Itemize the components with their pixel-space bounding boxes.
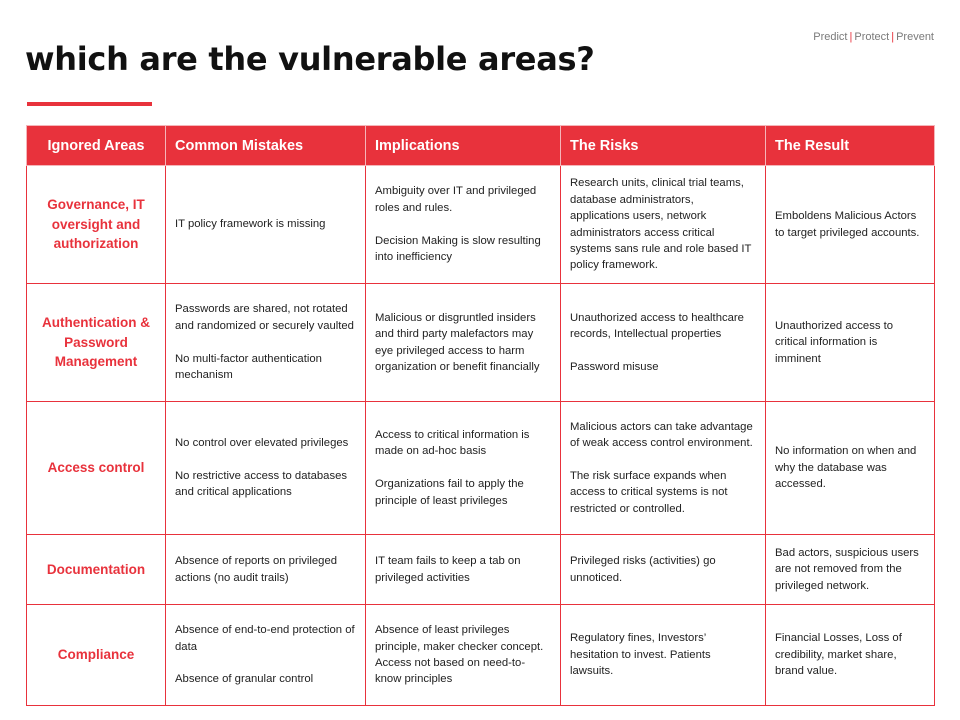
mistakes-text: Absence of reports on privileged actions (no audit trails): [175, 555, 338, 584]
area-cell: [27, 284, 166, 402]
result-cell: [766, 535, 935, 605]
table-header-row: [27, 126, 935, 166]
area-label: Compliance: [57, 647, 135, 663]
mistakes-text: IT policy framework is missing: [175, 218, 326, 231]
table-row: [27, 166, 935, 284]
result-cell: [766, 166, 935, 284]
tagline-separator: |: [849, 31, 853, 43]
result-text: Financial Losses, Loss of credibility, market share, brand value.: [775, 632, 902, 678]
result-text: Emboldens Malicious Actors to target privileged accounts.: [775, 210, 920, 239]
mistakes-cell: [166, 166, 366, 284]
risks-cell: [561, 284, 766, 402]
area-label: Documentation: [46, 561, 146, 577]
result-cell: [766, 284, 935, 402]
header-the-risks: The Risks: [561, 126, 766, 166]
result-text: No information on when and why the database was accessed.: [775, 445, 917, 491]
implications-cell: [366, 284, 561, 402]
implications-cell: [366, 402, 561, 535]
mistakes-cell: [166, 402, 366, 535]
table-row: [27, 535, 935, 605]
risks-cell: [561, 402, 766, 535]
area-cell: [27, 605, 166, 706]
vulnerable-areas-table: [26, 125, 935, 706]
implications-text: Access to critical information is made on ad-hoc basis Organizations fail to apply the principle of least privileges: [375, 428, 530, 507]
area-cell: [27, 166, 166, 284]
implications-cell: [366, 535, 561, 605]
area-label: Authentication & Password Management: [42, 315, 150, 370]
area-label: Governance, IT oversight and authorization: [47, 197, 145, 252]
title-underline: [27, 102, 152, 106]
table-row: [27, 284, 935, 402]
risks-text: Research units, clinical trial teams, database administrators, applications users, network administrators access critical systems sans rule and role based IT policy framework.: [570, 177, 752, 272]
header-the-result: The Result: [766, 126, 935, 166]
table-row: [27, 605, 935, 706]
tagline-prevent: Prevent: [896, 31, 934, 43]
implications-text: Absence of least privileges principle, maker checker concept. Access not based on need-to-know principles: [375, 624, 544, 686]
risks-cell: [561, 605, 766, 706]
risks-text: Malicious actors can take advantage of weak access control environment. The risk surface expands when access to critical systems is not restricted or controlled.: [570, 420, 753, 515]
tagline-protect: Protect: [854, 31, 890, 43]
area-cell: [27, 402, 166, 535]
page-title: which are the vulnerable areas?: [25, 40, 595, 78]
implications-cell: [366, 605, 561, 706]
result-text: Unauthorized access to critical information is imminent: [775, 319, 894, 365]
risks-cell: [561, 166, 766, 284]
table-row: [27, 402, 935, 535]
tagline-predict: Predict: [813, 31, 848, 43]
tagline: [813, 31, 934, 43]
area-label: Access control: [47, 460, 145, 476]
result-cell: [766, 605, 935, 706]
implications-cell: [366, 166, 561, 284]
implications-text: Ambiguity over IT and privileged roles and rules. Decision Making is slow resulting into inefficiency: [375, 185, 541, 264]
mistakes-cell: [166, 535, 366, 605]
mistakes-text: No control over elevated privileges No restrictive access to databases and critical applications: [175, 437, 349, 499]
result-text: Bad actors, suspicious users are not removed from the privileged network.: [775, 546, 919, 592]
mistakes-cell: [166, 605, 366, 706]
result-cell: [766, 402, 935, 535]
header-ignored-areas: Ignored Areas: [27, 126, 166, 166]
tagline-separator: |: [891, 31, 895, 43]
mistakes-cell: [166, 284, 366, 402]
risks-cell: [561, 535, 766, 605]
header-implications: Implications: [366, 126, 561, 166]
implications-text: Malicious or disgruntled insiders and third party malefactors may eye privileged access to harm organization or benefit financially: [375, 311, 540, 373]
header-common-mistakes: Common Mistakes: [166, 126, 366, 166]
risks-text: Privileged risks (activities) go unnoticed.: [570, 555, 716, 584]
implications-text: IT team fails to keep a tab on privileged activities: [375, 555, 521, 584]
risks-text: Regulatory fines, Investors’ hesitation to invest. Patients lawsuits.: [570, 632, 711, 678]
area-cell: [27, 535, 166, 605]
mistakes-text: Passwords are shared, not rotated and randomized or securely vaulted No multi-factor authentication mechanism: [175, 303, 354, 382]
risks-text: Unauthorized access to healthcare records, Intellectual properties Password misuse: [570, 311, 744, 373]
mistakes-text: Absence of end-to-end protection of data Absence of granular control: [175, 624, 355, 686]
